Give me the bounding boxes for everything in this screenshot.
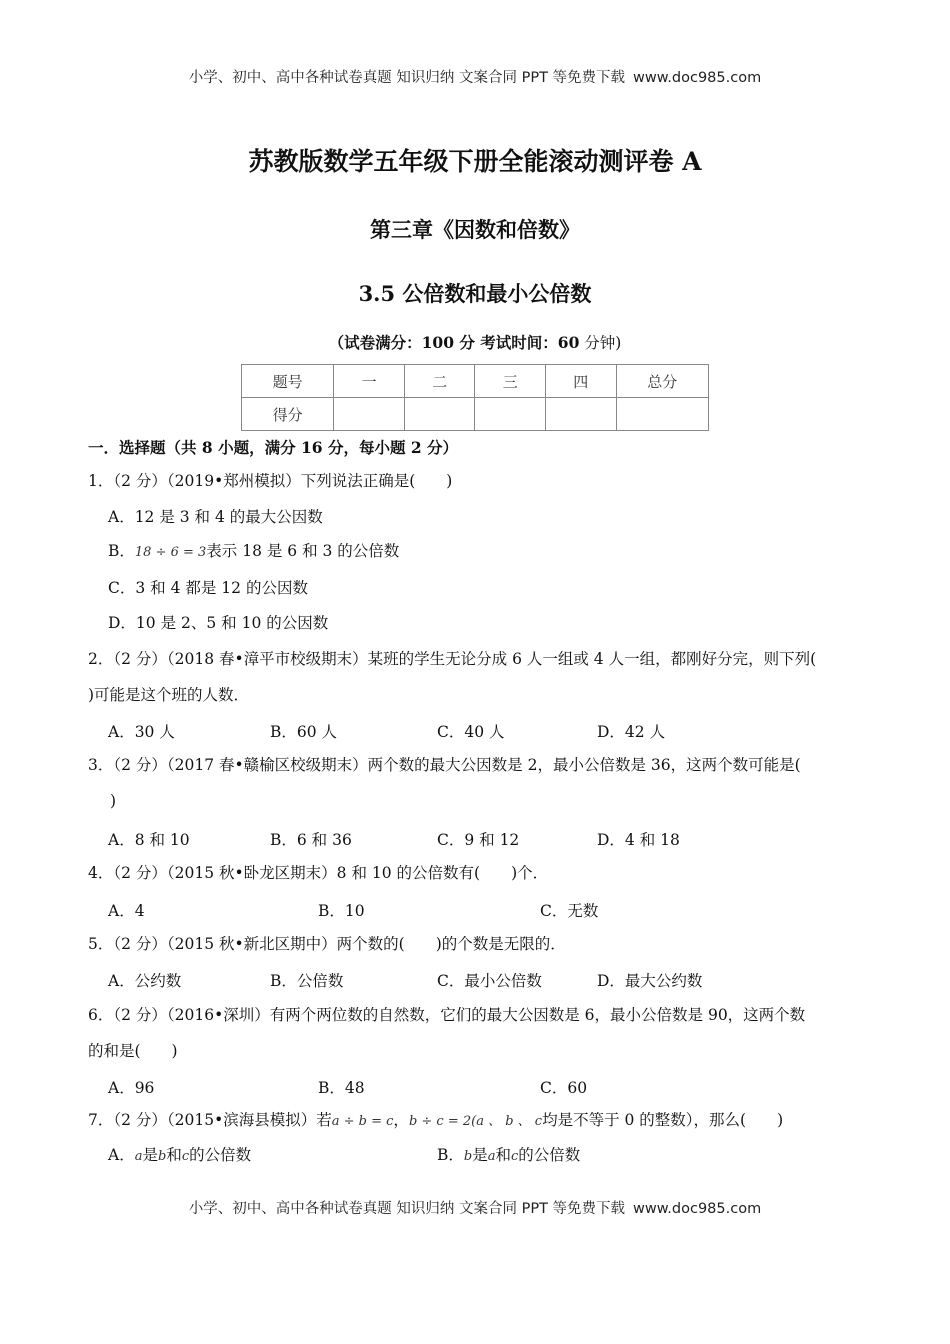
q7-stem-part3: 均是不等于 0 的整数），那么( ) — [542, 1111, 784, 1129]
q3-stem-line1: 3．（2 分）（2017 春•赣榆区校级期末）两个数的最大公因数是 2，最小公倍数是 36，这两个数可能是( — [88, 756, 801, 774]
score-input-cell[interactable] — [475, 398, 546, 431]
math-var: b — [157, 1149, 167, 1164]
option-text: 的公倍数 — [189, 1146, 252, 1164]
score-input-cell[interactable] — [546, 398, 617, 431]
score-cell: 题号 — [242, 365, 334, 398]
section1-heading: 一．选择题（共 8 小题，满分 16 分，每小题 2 分） — [88, 438, 459, 457]
q2-option-a[interactable]: A．30 人 — [108, 723, 175, 741]
header-text: 小学、初中、高中各种试卷真题 知识归纳 文案合同 PPT 等免费下载 — [188, 70, 626, 86]
q4-option-a[interactable]: A．4 — [108, 902, 145, 920]
q3-option-d[interactable]: D．4 和 18 — [597, 831, 680, 849]
math-var: c — [181, 1149, 190, 1164]
option-text: 的公倍数 — [518, 1146, 581, 1164]
q6-option-b[interactable]: B．48 — [318, 1079, 365, 1097]
score-table-score-row — [242, 398, 709, 431]
q2-stem-line1: 2．（2 分）（2018 春•漳平市校级期末）某班的学生无论分成 6 人一组或 4 人一组，都刚好分完，则下列( — [88, 650, 817, 668]
q7-stem-part1: 7．（2 分）（2015•滨海县模拟）若 — [88, 1111, 332, 1129]
math-var: b — [463, 1149, 473, 1164]
q1-option-c[interactable]: C．3 和 4 都是 12 的公因数 — [108, 579, 308, 597]
q1-option-b-prefix: B． — [108, 542, 135, 560]
q5-option-a[interactable]: A．公约数 — [108, 972, 182, 990]
q4-option-c[interactable]: C．无数 — [540, 902, 599, 920]
q1-option-a[interactable]: A．12 是 3 和 4 的最大公因数 — [108, 508, 323, 526]
option-text: 是 — [472, 1146, 488, 1164]
q2-stem-line2: )可能是这个班的人数． — [88, 686, 250, 704]
chapter-title: 第三章《因数和倍数》 — [370, 217, 580, 242]
score-table-header-row — [242, 365, 709, 398]
q4-option-b[interactable]: B．10 — [318, 902, 365, 920]
q7-option-b[interactable] — [437, 1145, 580, 1167]
q7-option-b-prefix: B． — [437, 1146, 464, 1164]
score-cell: 二 — [404, 365, 475, 398]
q7-option-a-prefix: A． — [108, 1146, 135, 1164]
document-title: 苏教版数学五年级下册全能滚动测评卷 A — [248, 147, 702, 176]
score-cell: 四 — [546, 365, 617, 398]
exam-info-prefix: （试卷满分：100 分 考试时间：60 — [328, 333, 580, 352]
score-cell: 得分 — [242, 398, 334, 431]
score-input-cell[interactable] — [334, 398, 405, 431]
q1-option-b-suffix: 表示 18 是 6 和 3 的公倍数 — [206, 542, 400, 560]
q2-option-c[interactable]: C．40 人 — [437, 723, 505, 741]
q3-option-a[interactable]: A．8 和 10 — [108, 831, 190, 849]
q5-option-d[interactable]: D．最大公约数 — [597, 972, 703, 990]
q7-stem-part2: ， — [393, 1111, 409, 1129]
q7-option-a[interactable] — [108, 1145, 251, 1167]
score-cell: 总分 — [616, 365, 708, 398]
q4-stem: 4．（2 分）（2015 秋•卧龙区期末）8 和 10 的公倍数有( )个． — [88, 864, 549, 882]
option-text: 和 — [166, 1146, 182, 1164]
q3-option-c[interactable]: C．9 和 12 — [437, 831, 520, 849]
q7-stem-math2: b ÷ c = 2(a 、 b 、 c — [408, 1114, 543, 1129]
q6-option-a[interactable]: A．96 — [108, 1079, 155, 1097]
option-text: 和 — [495, 1146, 512, 1164]
q1-option-b[interactable] — [108, 541, 399, 563]
score-cell: 一 — [334, 365, 405, 398]
q6-stem-line1: 6．（2 分）（2016•深圳）有两个两位数的自然数，它们的最大公因数是 6，最小公倍数是 90，这两个数 — [88, 1006, 806, 1024]
page-footer — [0, 1197, 950, 1218]
option-text: 是 — [142, 1146, 158, 1164]
q7-stem-math1: a ÷ b = c — [331, 1114, 394, 1129]
score-cell: 三 — [475, 365, 546, 398]
page-header — [0, 66, 950, 87]
math-var: a — [134, 1149, 143, 1164]
q2-option-b[interactable]: B．60 人 — [270, 723, 338, 741]
q6-option-c[interactable]: C．60 — [540, 1079, 588, 1097]
score-table — [241, 364, 709, 431]
header-url[interactable]: www.doc985.com — [633, 70, 762, 86]
q1-option-b-math: 18 ÷ 6 = 3 — [134, 545, 207, 560]
section-title: 3.5 公倍数和最小公倍数 — [358, 281, 592, 306]
q1-stem: 1．（2 分）（2019•郑州模拟）下列说法正确是( ) — [88, 472, 453, 490]
score-input-cell[interactable] — [404, 398, 475, 431]
score-input-cell[interactable] — [616, 398, 708, 431]
q5-stem: 5．（2 分）（2015 秋•新北区期中）两个数的( )的个数是无限的． — [88, 935, 566, 953]
q7-stem — [88, 1110, 783, 1132]
math-var: a — [487, 1149, 496, 1164]
q5-option-c[interactable]: C．最小公倍数 — [437, 972, 542, 990]
q1-option-d[interactable]: D．10 是 2、5 和 10 的公因数 — [108, 614, 329, 632]
q3-stem-line2: ) — [110, 792, 117, 810]
q6-stem-line2: 的和是( ) — [88, 1042, 178, 1060]
exam-info — [0, 331, 950, 353]
footer-text: 小学、初中、高中各种试卷真题 知识归纳 文案合同 PPT 等免费下载 — [188, 1201, 626, 1217]
exam-info-suffix: 分钟) — [584, 334, 622, 352]
q5-option-b[interactable]: B．公倍数 — [270, 972, 344, 990]
q2-option-d[interactable]: D．42 人 — [597, 723, 666, 741]
footer-url[interactable]: www.doc985.com — [633, 1201, 762, 1217]
math-var: c — [511, 1149, 519, 1164]
q3-option-b[interactable]: B．6 和 36 — [270, 831, 352, 849]
